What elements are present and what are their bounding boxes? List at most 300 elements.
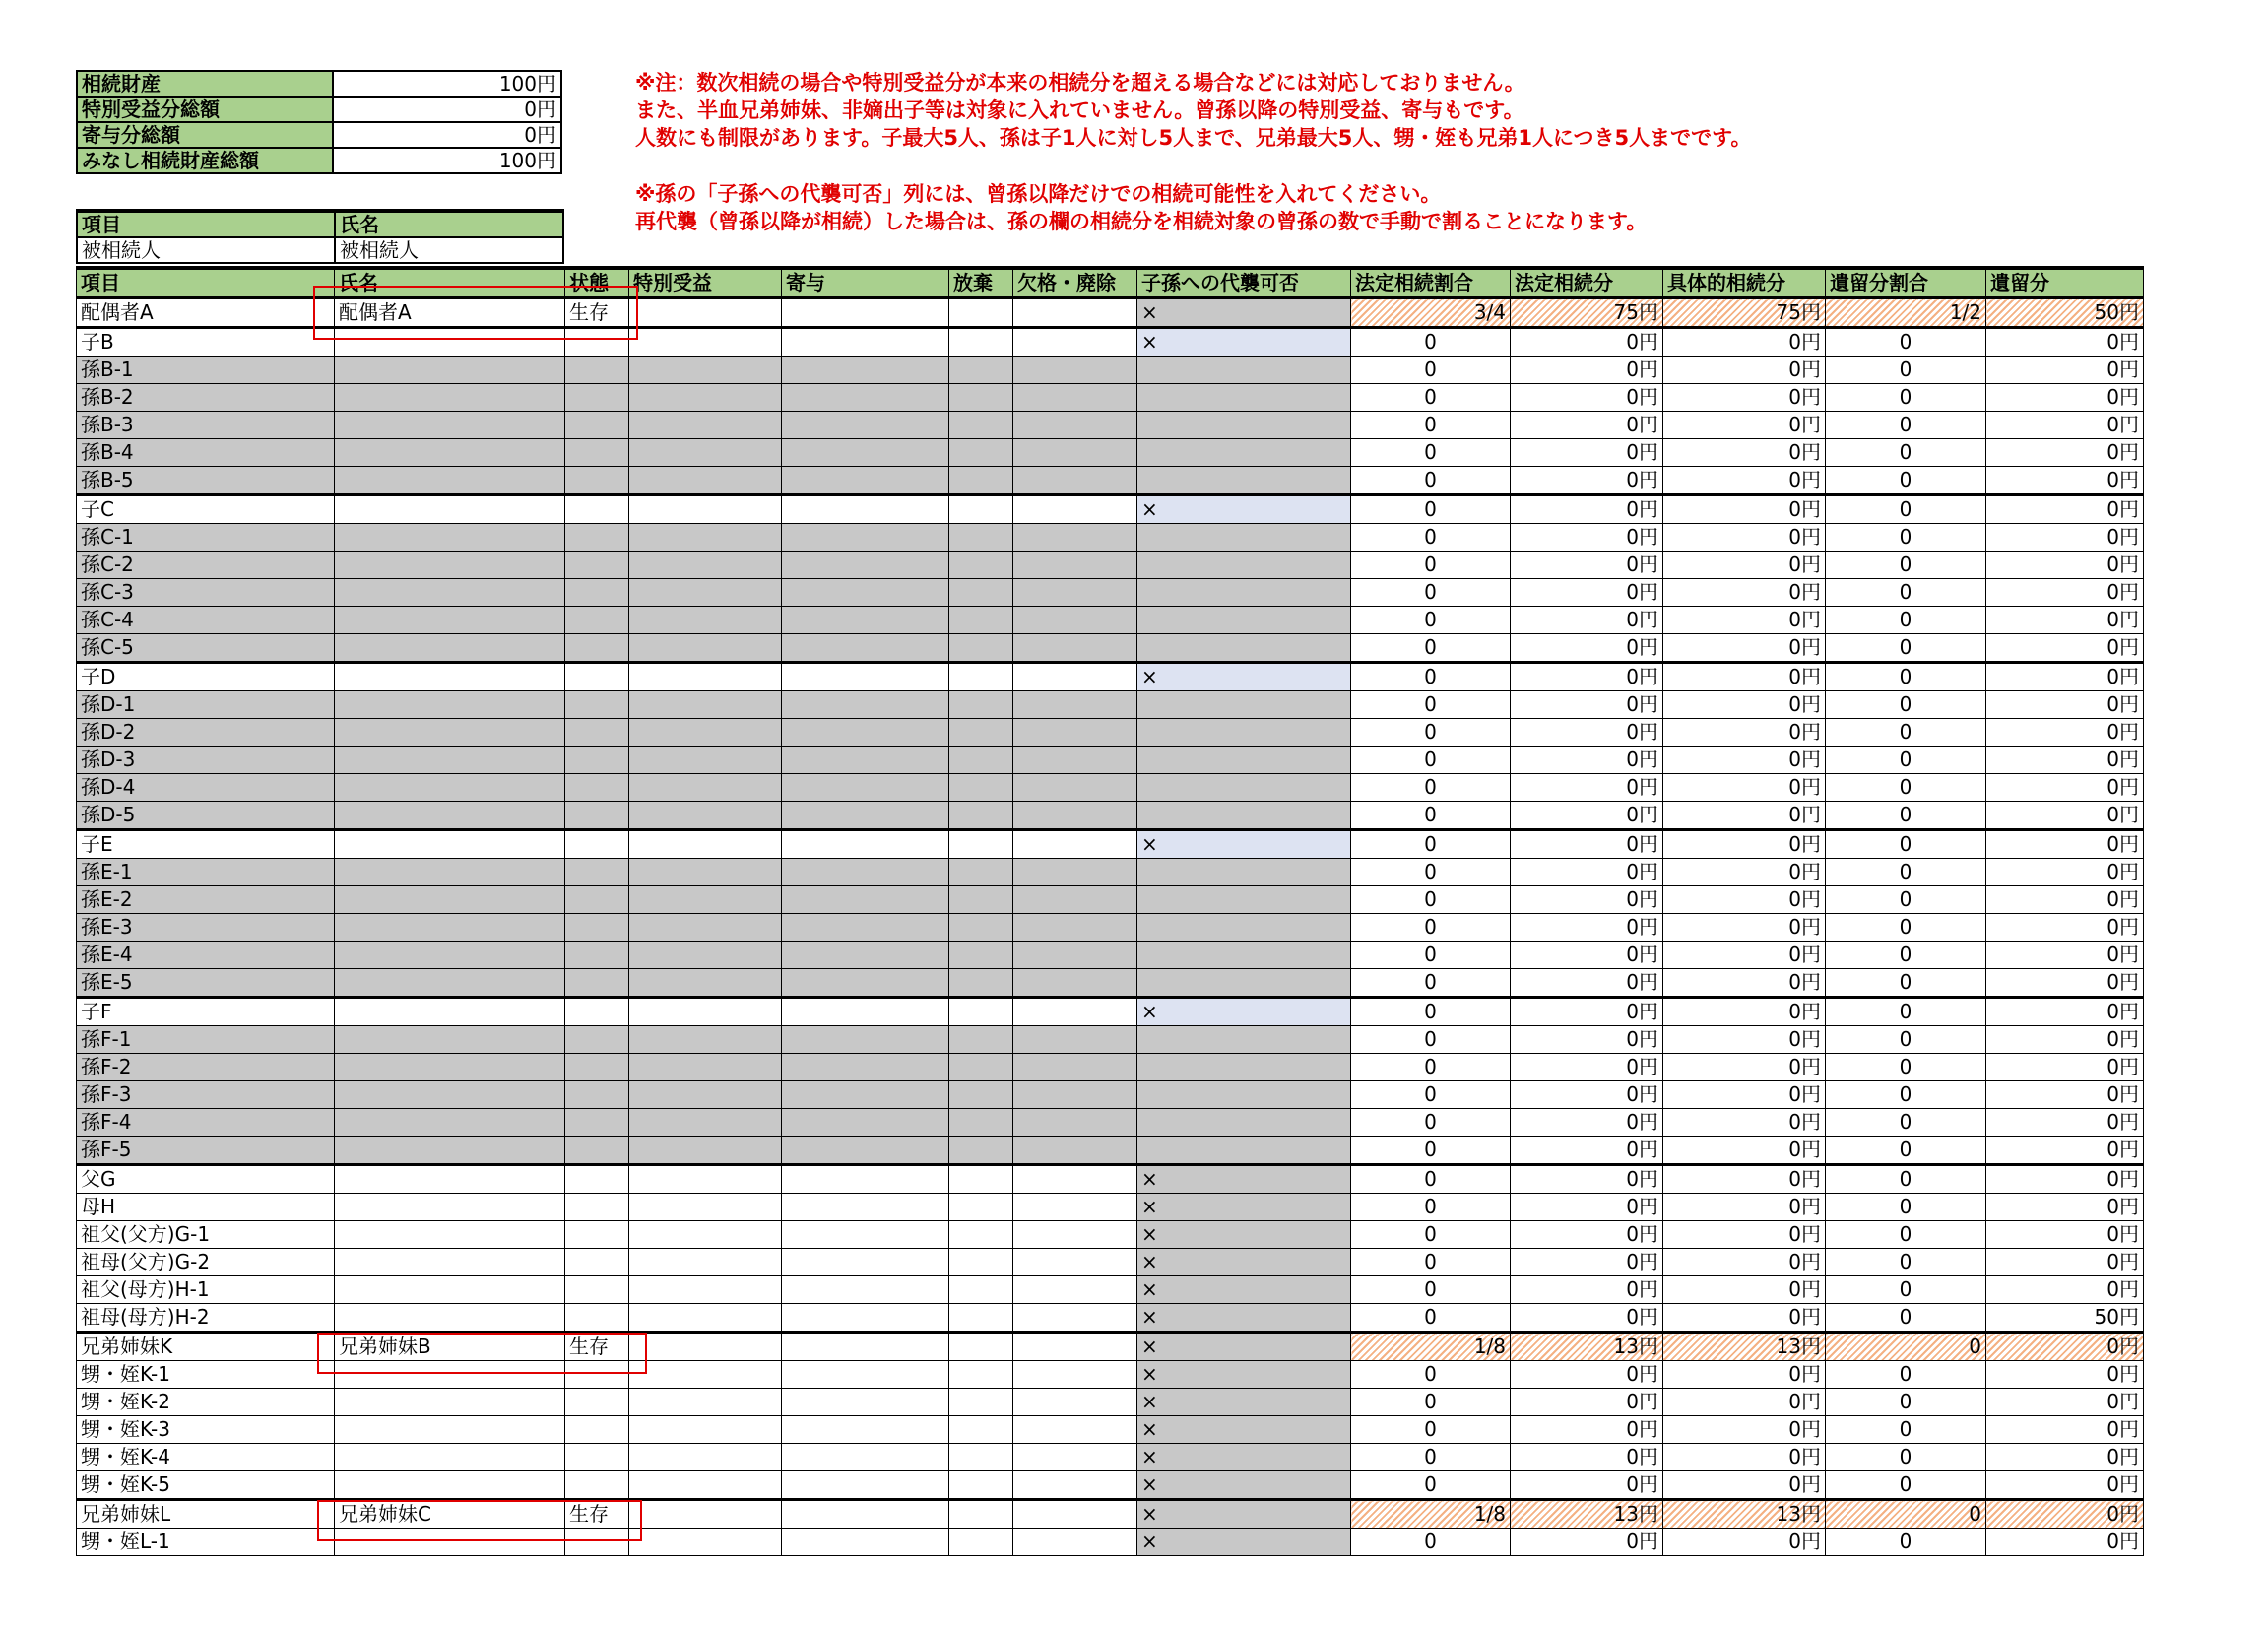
cell-status[interactable]	[565, 1529, 629, 1556]
cell-contrib[interactable]	[782, 886, 949, 914]
cell-item: 孫C-3	[77, 579, 335, 607]
cell-status[interactable]	[565, 439, 629, 467]
cell-contrib[interactable]	[782, 802, 949, 830]
cell-disq[interactable]	[1013, 1137, 1137, 1165]
cell-disq[interactable]	[1013, 1444, 1137, 1471]
cell-benefit[interactable]	[629, 495, 782, 524]
cell-benefit[interactable]	[629, 412, 782, 439]
cell-disq[interactable]	[1013, 747, 1137, 774]
cell-name[interactable]	[335, 1249, 565, 1276]
cell-disq[interactable]	[1013, 998, 1137, 1026]
cell-contrib[interactable]	[782, 1389, 949, 1416]
cell-name[interactable]	[335, 1221, 565, 1249]
cell-iratio: 0	[1826, 1054, 1986, 1081]
cell-contrib[interactable]	[782, 467, 949, 495]
cell-name[interactable]	[335, 412, 565, 439]
cell-benefit[interactable]	[629, 830, 782, 859]
table-row	[77, 1389, 2144, 1416]
cell-contrib[interactable]	[782, 830, 949, 859]
cell-benefit[interactable]	[629, 357, 782, 384]
cell-name[interactable]	[335, 524, 565, 552]
cell-name[interactable]	[335, 1529, 565, 1556]
cell-renounce[interactable]	[949, 1389, 1013, 1416]
cell-contrib[interactable]	[782, 552, 949, 579]
cell-disq[interactable]	[1013, 1194, 1137, 1221]
cell-status[interactable]	[565, 859, 629, 886]
cell-contrib[interactable]	[782, 859, 949, 886]
cell-renounce[interactable]	[949, 552, 1013, 579]
notes-block-1	[635, 69, 1751, 152]
cell-name[interactable]	[335, 719, 565, 747]
cell-contrib[interactable]	[782, 1054, 949, 1081]
cell-item: 孫F-3	[77, 1081, 335, 1109]
cell-benefit[interactable]	[629, 579, 782, 607]
cell-name[interactable]	[335, 439, 565, 467]
cell-benefit[interactable]	[629, 1529, 782, 1556]
cell-renounce[interactable]	[949, 719, 1013, 747]
cell-name[interactable]: 兄弟姉妹B	[335, 1333, 565, 1361]
cell-disq[interactable]	[1013, 634, 1137, 663]
cell-contrib[interactable]	[782, 1081, 949, 1109]
cell-benefit[interactable]	[629, 886, 782, 914]
cell-renounce[interactable]	[949, 607, 1013, 634]
cell-status[interactable]: 生存	[565, 1500, 629, 1529]
cell-name[interactable]	[335, 802, 565, 830]
cell-disq[interactable]	[1013, 859, 1137, 886]
cell-disq[interactable]	[1013, 1529, 1137, 1556]
cell-contrib[interactable]	[782, 1471, 949, 1500]
cell-name[interactable]	[335, 830, 565, 859]
cell-name[interactable]	[335, 886, 565, 914]
cell-disq[interactable]	[1013, 886, 1137, 914]
cell-disq[interactable]	[1013, 719, 1137, 747]
cell-benefit[interactable]	[629, 607, 782, 634]
cell-benefit[interactable]	[629, 1249, 782, 1276]
cell-name[interactable]	[335, 747, 565, 774]
cell-benefit[interactable]	[629, 524, 782, 552]
cell-benefit[interactable]	[629, 1500, 782, 1529]
cell-renounce[interactable]	[949, 774, 1013, 802]
cell-contrib[interactable]	[782, 439, 949, 467]
cell-status[interactable]	[565, 1165, 629, 1194]
cell-contrib[interactable]	[782, 1221, 949, 1249]
cell-disq[interactable]	[1013, 1276, 1137, 1304]
cell-contrib[interactable]	[782, 1165, 949, 1194]
cell-iryu: 0円	[1986, 1529, 2144, 1556]
cell-disq[interactable]	[1013, 1221, 1137, 1249]
cell-contrib[interactable]	[782, 1249, 949, 1276]
cell-disq[interactable]	[1013, 607, 1137, 634]
cell-dai: ×	[1137, 1416, 1351, 1444]
cell-concrete: 0円	[1663, 1194, 1826, 1221]
cell-renounce[interactable]	[949, 802, 1013, 830]
cell-renounce[interactable]	[949, 439, 1013, 467]
column-header-status: 状態	[565, 268, 629, 298]
cell-status[interactable]	[565, 357, 629, 384]
cell-renounce[interactable]	[949, 1249, 1013, 1276]
cell-name[interactable]	[335, 942, 565, 969]
cell-status[interactable]	[565, 1054, 629, 1081]
cell-renounce[interactable]	[949, 298, 1013, 328]
cell-disq[interactable]	[1013, 914, 1137, 942]
cell-contrib[interactable]	[782, 998, 949, 1026]
cell-status[interactable]	[565, 1389, 629, 1416]
column-header-succession: 子孫への代襲可否	[1137, 268, 1351, 298]
cell-dai: ×	[1137, 998, 1351, 1026]
cell-name[interactable]	[335, 1361, 565, 1389]
cell-name[interactable]	[335, 495, 565, 524]
cell-benefit[interactable]	[629, 774, 782, 802]
cell-name[interactable]	[335, 1194, 565, 1221]
cell-name[interactable]	[335, 1416, 565, 1444]
cell-benefit[interactable]	[629, 1081, 782, 1109]
cell-benefit[interactable]	[629, 719, 782, 747]
cell-renounce[interactable]	[949, 524, 1013, 552]
cell-ratio: 0	[1351, 357, 1511, 384]
cell-name[interactable]	[335, 1137, 565, 1165]
cell-disq[interactable]	[1013, 524, 1137, 552]
cell-contrib[interactable]	[782, 298, 949, 328]
cell-status[interactable]	[565, 719, 629, 747]
cell-name[interactable]	[335, 1081, 565, 1109]
cell-status[interactable]	[565, 1026, 629, 1054]
cell-disq[interactable]	[1013, 774, 1137, 802]
cell-status[interactable]	[565, 998, 629, 1026]
cell-disq[interactable]	[1013, 1500, 1137, 1529]
cell-benefit[interactable]	[629, 691, 782, 719]
cell-name[interactable]	[335, 1389, 565, 1416]
cell-ratio: 3/4	[1351, 298, 1511, 328]
cell-renounce[interactable]	[949, 691, 1013, 719]
cell-status[interactable]	[565, 1444, 629, 1471]
cell-status[interactable]	[565, 1249, 629, 1276]
cell-contrib[interactable]	[782, 634, 949, 663]
cell-status[interactable]	[565, 467, 629, 495]
cell-renounce[interactable]	[949, 969, 1013, 998]
cell-iryu: 0円	[1986, 495, 2144, 524]
cell-name[interactable]	[335, 1276, 565, 1304]
cell-renounce[interactable]	[949, 1333, 1013, 1361]
cell-status[interactable]	[565, 552, 629, 579]
cell-renounce[interactable]	[949, 1361, 1013, 1389]
cell-dai: ×	[1137, 1165, 1351, 1194]
cell-benefit[interactable]	[629, 1165, 782, 1194]
cell-name[interactable]	[335, 1444, 565, 1471]
cell-renounce[interactable]	[949, 1026, 1013, 1054]
cell-disq[interactable]	[1013, 495, 1137, 524]
cell-renounce[interactable]	[949, 328, 1013, 357]
table-row	[77, 1500, 2144, 1529]
cell-benefit[interactable]	[629, 1137, 782, 1165]
cell-renounce[interactable]	[949, 1137, 1013, 1165]
cell-renounce[interactable]	[949, 1529, 1013, 1556]
cell-benefit[interactable]	[629, 1444, 782, 1471]
cell-name[interactable]: 配偶者A	[335, 298, 565, 328]
cell-benefit[interactable]	[629, 802, 782, 830]
cell-name[interactable]	[335, 1054, 565, 1081]
cell-name[interactable]	[335, 384, 565, 412]
cell-item: 孫C-4	[77, 607, 335, 634]
cell-benefit[interactable]	[629, 298, 782, 328]
cell-benefit[interactable]	[629, 439, 782, 467]
cell-disq[interactable]	[1013, 579, 1137, 607]
cell-contrib[interactable]	[782, 495, 949, 524]
cell-renounce[interactable]	[949, 886, 1013, 914]
cell-status[interactable]	[565, 1361, 629, 1389]
cell-contrib[interactable]	[782, 1276, 949, 1304]
cell-benefit[interactable]	[629, 663, 782, 691]
cell-name[interactable]	[335, 998, 565, 1026]
cell-contrib[interactable]	[782, 1137, 949, 1165]
cell-benefit[interactable]	[629, 747, 782, 774]
summary-value[interactable]: 0円	[333, 97, 561, 122]
cell-contrib[interactable]	[782, 663, 949, 691]
cell-contrib[interactable]	[782, 719, 949, 747]
cell-benefit[interactable]	[629, 1276, 782, 1304]
cell-renounce[interactable]	[949, 859, 1013, 886]
cell-contrib[interactable]	[782, 1529, 949, 1556]
cell-status[interactable]	[565, 1471, 629, 1500]
cell-renounce[interactable]	[949, 1276, 1013, 1304]
cell-status[interactable]	[565, 328, 629, 357]
cell-status[interactable]	[565, 524, 629, 552]
cell-status[interactable]: 生存	[565, 1333, 629, 1361]
cell-disq[interactable]	[1013, 412, 1137, 439]
cell-ratio: 0	[1351, 1361, 1511, 1389]
cell-disq[interactable]	[1013, 467, 1137, 495]
cell-contrib[interactable]	[782, 1444, 949, 1471]
cell-disq[interactable]	[1013, 1249, 1137, 1276]
cell-status[interactable]	[565, 495, 629, 524]
cell-contrib[interactable]	[782, 1416, 949, 1444]
cell-status[interactable]	[565, 412, 629, 439]
summary-value[interactable]: 100円	[333, 71, 561, 97]
cell-renounce[interactable]	[949, 942, 1013, 969]
cell-benefit[interactable]	[629, 1194, 782, 1221]
cell-contrib[interactable]	[782, 579, 949, 607]
cell-benefit[interactable]	[629, 1304, 782, 1333]
cell-benefit[interactable]	[629, 328, 782, 357]
cell-contrib[interactable]	[782, 1194, 949, 1221]
cell-benefit[interactable]	[629, 969, 782, 998]
cell-contrib[interactable]	[782, 942, 949, 969]
cell-contrib[interactable]	[782, 1304, 949, 1333]
summary-value[interactable]: 0円	[333, 122, 561, 148]
cell-status[interactable]	[565, 774, 629, 802]
cell-renounce[interactable]	[949, 830, 1013, 859]
cell-name[interactable]	[335, 914, 565, 942]
cell-status[interactable]	[565, 384, 629, 412]
cell-renounce[interactable]	[949, 579, 1013, 607]
cell-disq[interactable]	[1013, 1361, 1137, 1389]
cell-status[interactable]	[565, 1221, 629, 1249]
cell-renounce[interactable]	[949, 467, 1013, 495]
cell-name[interactable]	[335, 552, 565, 579]
cell-disq[interactable]	[1013, 1333, 1137, 1361]
cell-benefit[interactable]	[629, 1054, 782, 1081]
cell-disq[interactable]	[1013, 1081, 1137, 1109]
cell-benefit[interactable]	[629, 1471, 782, 1500]
cell-ratio: 0	[1351, 412, 1511, 439]
cell-benefit[interactable]	[629, 552, 782, 579]
cell-disq[interactable]	[1013, 1054, 1137, 1081]
cell-disq[interactable]	[1013, 969, 1137, 998]
cell-status[interactable]	[565, 1137, 629, 1165]
cell-renounce[interactable]	[949, 634, 1013, 663]
cell-contrib[interactable]	[782, 524, 949, 552]
cell-benefit[interactable]	[629, 1361, 782, 1389]
cell-name[interactable]	[335, 691, 565, 719]
cell-renounce[interactable]	[949, 1081, 1013, 1109]
cell-disq[interactable]	[1013, 691, 1137, 719]
cell-benefit[interactable]	[629, 1221, 782, 1249]
cell-disq[interactable]	[1013, 802, 1137, 830]
cell-contrib[interactable]	[782, 357, 949, 384]
cell-name[interactable]	[335, 467, 565, 495]
cell-renounce[interactable]	[949, 357, 1013, 384]
cell-status[interactable]	[565, 747, 629, 774]
cell-benefit[interactable]	[629, 859, 782, 886]
cell-benefit[interactable]	[629, 384, 782, 412]
cell-benefit[interactable]	[629, 1333, 782, 1361]
cell-status[interactable]	[565, 607, 629, 634]
cell-disq[interactable]	[1013, 1165, 1137, 1194]
cell-name[interactable]	[335, 859, 565, 886]
cell-disq[interactable]	[1013, 1109, 1137, 1137]
cell-name[interactable]	[335, 357, 565, 384]
cell-benefit[interactable]	[629, 942, 782, 969]
cell-contrib[interactable]	[782, 412, 949, 439]
cell-contrib[interactable]	[782, 1361, 949, 1389]
cell-dai: ×	[1137, 663, 1351, 691]
cell-name[interactable]	[335, 328, 565, 357]
cell-contrib[interactable]	[782, 969, 949, 998]
cell-legal: 0円	[1511, 914, 1663, 942]
cell-contrib[interactable]	[782, 1500, 949, 1529]
cell-name[interactable]	[335, 1165, 565, 1194]
cell-contrib[interactable]	[782, 774, 949, 802]
cell-benefit[interactable]	[629, 914, 782, 942]
cell-status[interactable]: 生存	[565, 298, 629, 328]
cell-renounce[interactable]	[949, 1194, 1013, 1221]
cell-contrib[interactable]	[782, 691, 949, 719]
cell-disq[interactable]	[1013, 1471, 1137, 1500]
cell-name[interactable]	[335, 774, 565, 802]
cell-name[interactable]	[335, 1471, 565, 1500]
cell-disq[interactable]	[1013, 298, 1137, 328]
cell-status[interactable]	[565, 969, 629, 998]
cell-renounce[interactable]	[949, 1500, 1013, 1529]
cell-renounce[interactable]	[949, 384, 1013, 412]
cell-status[interactable]	[565, 942, 629, 969]
cell-renounce[interactable]	[949, 1221, 1013, 1249]
cell-name[interactable]: 兄弟姉妹C	[335, 1500, 565, 1529]
cell-disq[interactable]	[1013, 942, 1137, 969]
cell-contrib[interactable]	[782, 607, 949, 634]
summary-value[interactable]: 100円	[333, 148, 561, 173]
cell-contrib[interactable]	[782, 747, 949, 774]
cell-status[interactable]	[565, 830, 629, 859]
cell-renounce[interactable]	[949, 998, 1013, 1026]
cell-contrib[interactable]	[782, 1333, 949, 1361]
cell-status[interactable]	[565, 1109, 629, 1137]
cell-disq[interactable]	[1013, 663, 1137, 691]
cell-ratio: 0	[1351, 1416, 1511, 1444]
cell-renounce[interactable]	[949, 1109, 1013, 1137]
cell-renounce[interactable]	[949, 412, 1013, 439]
cell-disq[interactable]	[1013, 439, 1137, 467]
cell-status[interactable]	[565, 691, 629, 719]
cell-status[interactable]	[565, 579, 629, 607]
cell-concrete: 0円	[1663, 607, 1826, 634]
cell-name[interactable]	[335, 969, 565, 998]
cell-name[interactable]	[335, 1304, 565, 1333]
cell-contrib[interactable]	[782, 384, 949, 412]
cell-disq[interactable]	[1013, 830, 1137, 859]
cell-disq[interactable]	[1013, 552, 1137, 579]
cell-name[interactable]	[335, 607, 565, 634]
cell-renounce[interactable]	[949, 495, 1013, 524]
cell-contrib[interactable]	[782, 328, 949, 357]
cell-disq[interactable]	[1013, 384, 1137, 412]
cell-renounce[interactable]	[949, 747, 1013, 774]
cell-status[interactable]	[565, 1304, 629, 1333]
cell-name[interactable]	[335, 634, 565, 663]
cell-name[interactable]	[335, 663, 565, 691]
cell-renounce[interactable]	[949, 1471, 1013, 1500]
cell-renounce[interactable]	[949, 1054, 1013, 1081]
cell-renounce[interactable]	[949, 1444, 1013, 1471]
cell-status[interactable]	[565, 1194, 629, 1221]
cell-disq[interactable]	[1013, 1416, 1137, 1444]
cell-contrib[interactable]	[782, 914, 949, 942]
cell-benefit[interactable]	[629, 1026, 782, 1054]
cell-disq[interactable]	[1013, 1026, 1137, 1054]
cell-status[interactable]	[565, 1276, 629, 1304]
cell-benefit[interactable]	[629, 467, 782, 495]
cell-renounce[interactable]	[949, 914, 1013, 942]
cell-name[interactable]	[335, 1109, 565, 1137]
cell-status[interactable]	[565, 914, 629, 942]
cell-disq[interactable]	[1013, 1389, 1137, 1416]
cell-renounce[interactable]	[949, 1416, 1013, 1444]
cell-renounce[interactable]	[949, 1165, 1013, 1194]
cell-contrib[interactable]	[782, 1026, 949, 1054]
cell-name[interactable]	[335, 579, 565, 607]
cell-status[interactable]	[565, 663, 629, 691]
cell-contrib[interactable]	[782, 1109, 949, 1137]
cell-status[interactable]	[565, 886, 629, 914]
cell-disq[interactable]	[1013, 357, 1137, 384]
cell-renounce[interactable]	[949, 663, 1013, 691]
cell-status[interactable]	[565, 802, 629, 830]
cell-iryu: 0円	[1986, 859, 2144, 886]
cell-benefit[interactable]	[629, 1389, 782, 1416]
decedent-name[interactable]: 被相続人	[335, 237, 563, 263]
cell-benefit[interactable]	[629, 634, 782, 663]
cell-benefit[interactable]	[629, 1109, 782, 1137]
cell-status[interactable]	[565, 634, 629, 663]
cell-disq[interactable]	[1013, 1304, 1137, 1333]
column-header-reserve: 遺留分	[1986, 268, 2144, 298]
cell-status[interactable]	[565, 1081, 629, 1109]
cell-benefit[interactable]	[629, 998, 782, 1026]
cell-status[interactable]	[565, 1416, 629, 1444]
cell-benefit[interactable]	[629, 1416, 782, 1444]
cell-name[interactable]	[335, 1026, 565, 1054]
cell-renounce[interactable]	[949, 1304, 1013, 1333]
cell-disq[interactable]	[1013, 328, 1137, 357]
